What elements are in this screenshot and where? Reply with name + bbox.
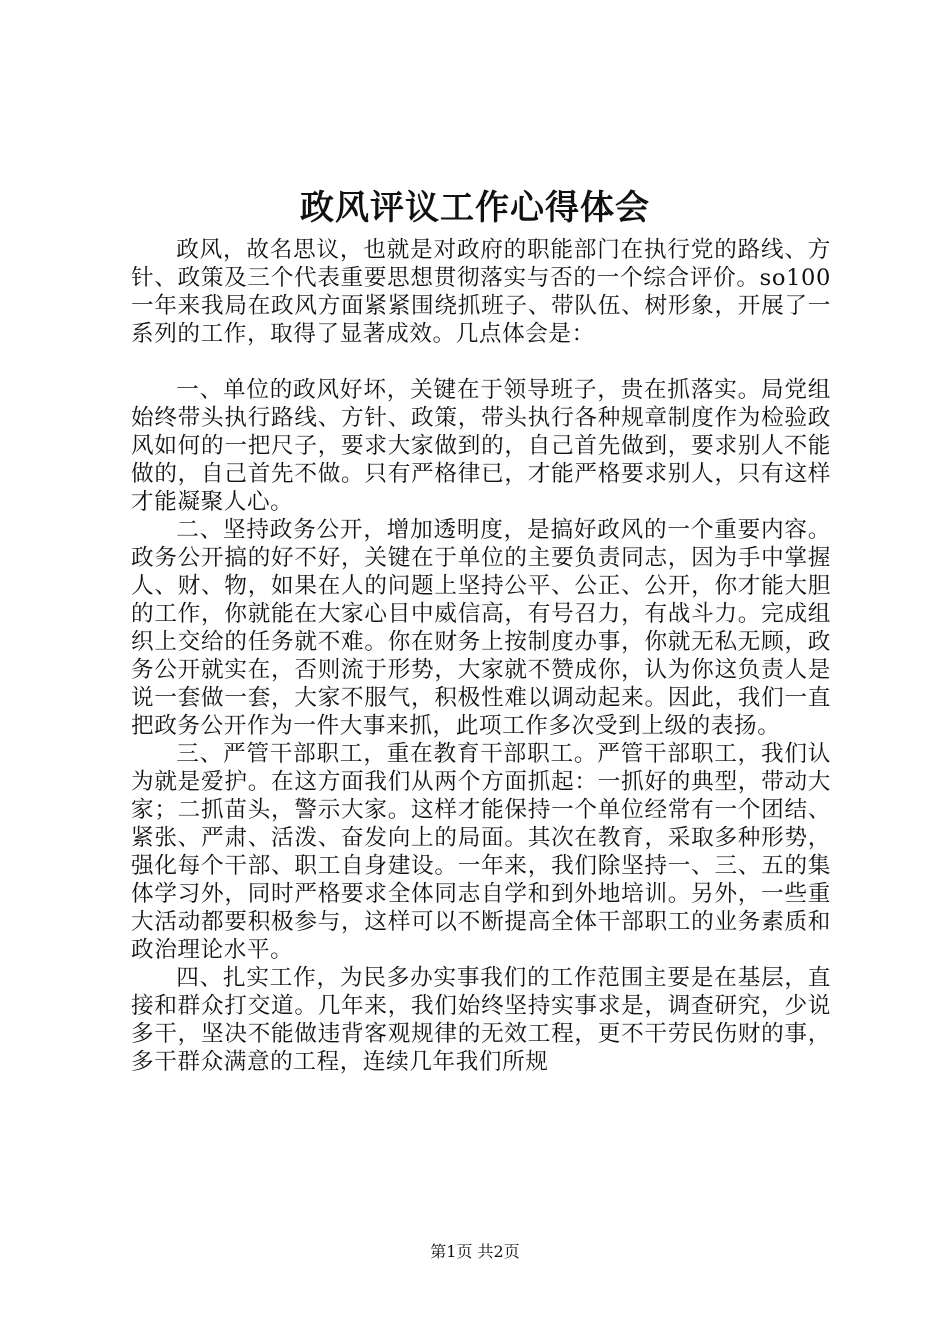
page-number-footer: 第1页 共2页 — [430, 1242, 520, 1261]
document-title: 政风评议工作心得体会 — [300, 188, 650, 228]
paragraph-gap — [131, 348, 831, 376]
paragraph-point-4: 四、扎实工作，为民多办实事我们的工作范围主要是在基层，直接和群众打交道。几年来，我们始终坚持实事求是，调查研究，少说多干，坚决不能做违背客观规律的无效工程，更不干劳民伤财的事，多干群众满意的工程，连续几年我们所规 — [131, 965, 831, 1075]
paragraph-point-3: 三、严管干部职工，重在教育干部职工。严管干部职工，我们认为就是爱护。在这方面我们从两个方面抓起：一抓好的典型，带动大家；二抓苗头，警示大家。这样才能保持一个单位经常有一个团结、紧张、严肃、活泼、奋发向上的局面。其次在教育，采取多种形势，强化每个干部、职工自身建设。一年来，我们除坚持一、三、五的集体学习外，同时严格要求全体同志自学和到外地培训。另外，一些重大活动都要积极参与，这样可以不断提高全体干部职工的业务素质和政治理论水平。 — [131, 741, 831, 963]
paragraph-point-1: 一、单位的政风好坏，关键在于领导班子，贵在抓落实。局党组始终带头执行路线、方针、政策，带头执行各种规章制度作为检验政风如何的一把尺子，要求大家做到的，自己首先做到，要求别人不能做的，自己首先不做。只有严格律已，才能严格要求别人，只有这样才能凝聚人心。 — [131, 377, 831, 515]
paragraph-point-2: 二、坚持政务公开，增加透明度，是搞好政风的一个重要内容。政务公开搞的好不好，关键在于单位的主要负责同志，因为手中掌握人、财、物，如果在人的问题上坚持公平、公正、公开，你才能大胆的工作，你就能在大家心目中威信高，有号召力，有战斗力。完成组织上交给的任务就不难。你在财务上按制度办事，你就无私无顾，政务公开就实在，否则流于形势，大家就不赞成你，认为你这负责人是说一套做一套，大家不服气，积极性难以调动起来。因此，我们一直把政务公开作为一件大事来抓，此项工作多次受到上级的表扬。 — [131, 517, 831, 739]
document-body — [131, 236, 831, 1076]
paragraph-intro: 政风，故名思议，也就是对政府的职能部门在执行党的路线、方针、政策及三个代表重要思想贯彻落实与否的一个综合评价。so100一年来我局在政风方面紧紧围绕抓班子、带队伍、树形象，开展了一系列的工作，取得了显著成效。几点体会是： — [131, 237, 831, 347]
